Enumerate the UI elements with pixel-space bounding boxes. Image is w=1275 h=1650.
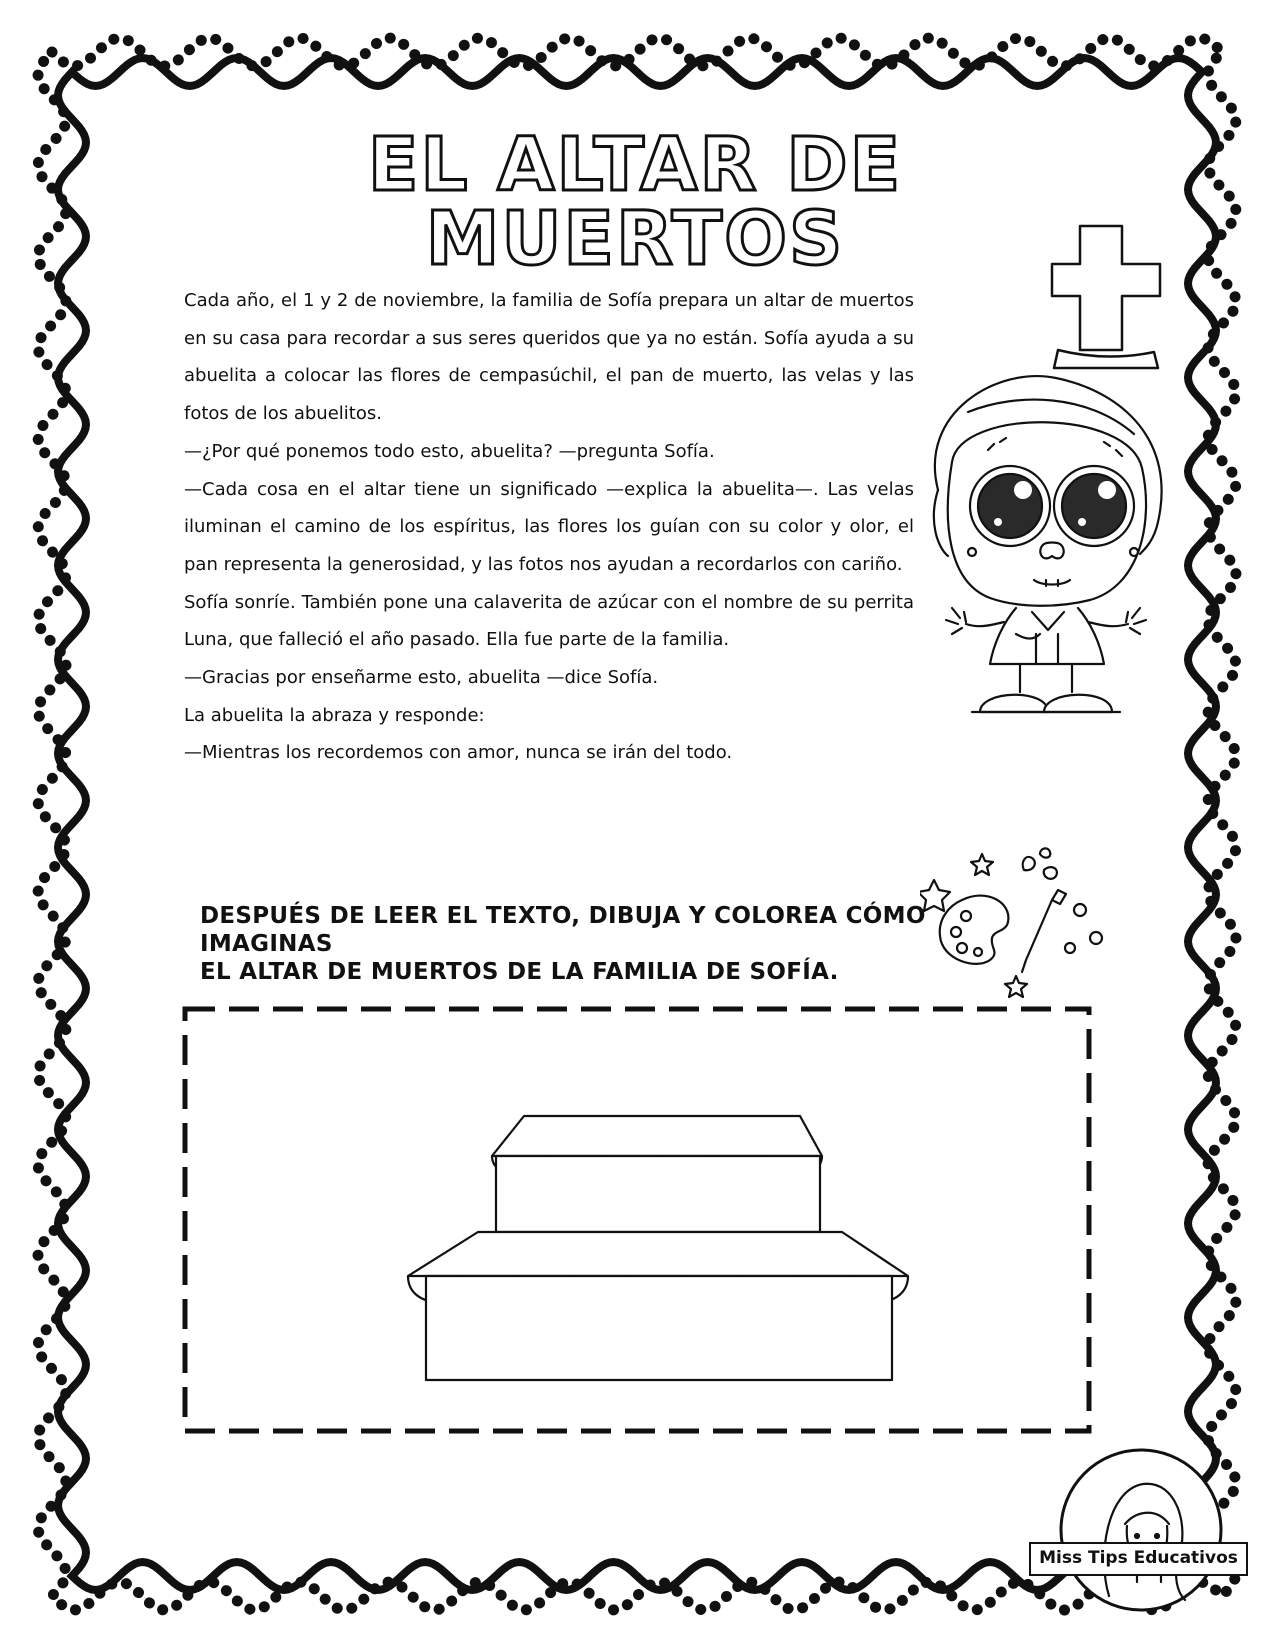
story-text — [184, 282, 914, 772]
story-paragraph: La abuelita la abraza y responde: — [184, 704, 485, 726]
instruction-line: EL ALTAR DE MUERTOS DE LA FAMILIA DE SOFÍA. — [200, 959, 839, 985]
paintbrush-icon — [1022, 890, 1066, 972]
altar-outline-icon — [408, 1116, 908, 1380]
woman-avatar-icon — [1057, 1446, 1225, 1614]
drawing-area[interactable] — [182, 1006, 1092, 1434]
star-icon — [971, 854, 993, 875]
drawing-instruction — [200, 902, 960, 986]
skeleton-girl-icon — [908, 372, 1176, 722]
story-paragraph: Sofía sonríe. También pone una calaverita de azúcar con el nombre de su perrita Luna, que falleció el año pasado. Ella fue parte de la familia. — [184, 591, 914, 651]
story-paragraph: Cada año, el 1 y 2 de noviembre, la familia de Sofía prepara un altar de muertos en su casa para recordar a sus seres queridos que ya no están. Sofía ayuda a su abuelita a colocar las flores de cempasúchil, el pan de muerto, las velas y las fotos de los abuelitos. — [184, 290, 914, 425]
star-icon — [1005, 976, 1027, 997]
instruction-line: DESPUÉS DE LEER EL TEXTO, DIBUJA Y COLOREA CÓMO IMAGINAS — [200, 903, 926, 957]
story-paragraph: —Mientras los recordemos con amor, nunca se irán del todo. — [184, 742, 733, 764]
page-title: EL ALTAR DE MUERTOS — [367, 122, 903, 282]
story-paragraph: —Gracias por enseñarme esto, abuelita —dice Sofía. — [184, 667, 659, 689]
story-paragraph: —¿Por qué ponemos todo esto, abuelita? —pregunta Sofía. — [184, 440, 715, 462]
story-paragraph: —Cada cosa en el altar tiene un significado —explica la abuelita—. Las velas iluminan el camino de los espíritus, las flores los guían con su color y olor, el pan representa la generosidad, y las fotos nos ayudan a recordarlos con cariño. — [184, 478, 914, 575]
brand-label: Miss Tips Educativos — [1029, 1542, 1248, 1576]
cross-icon — [1050, 224, 1162, 370]
